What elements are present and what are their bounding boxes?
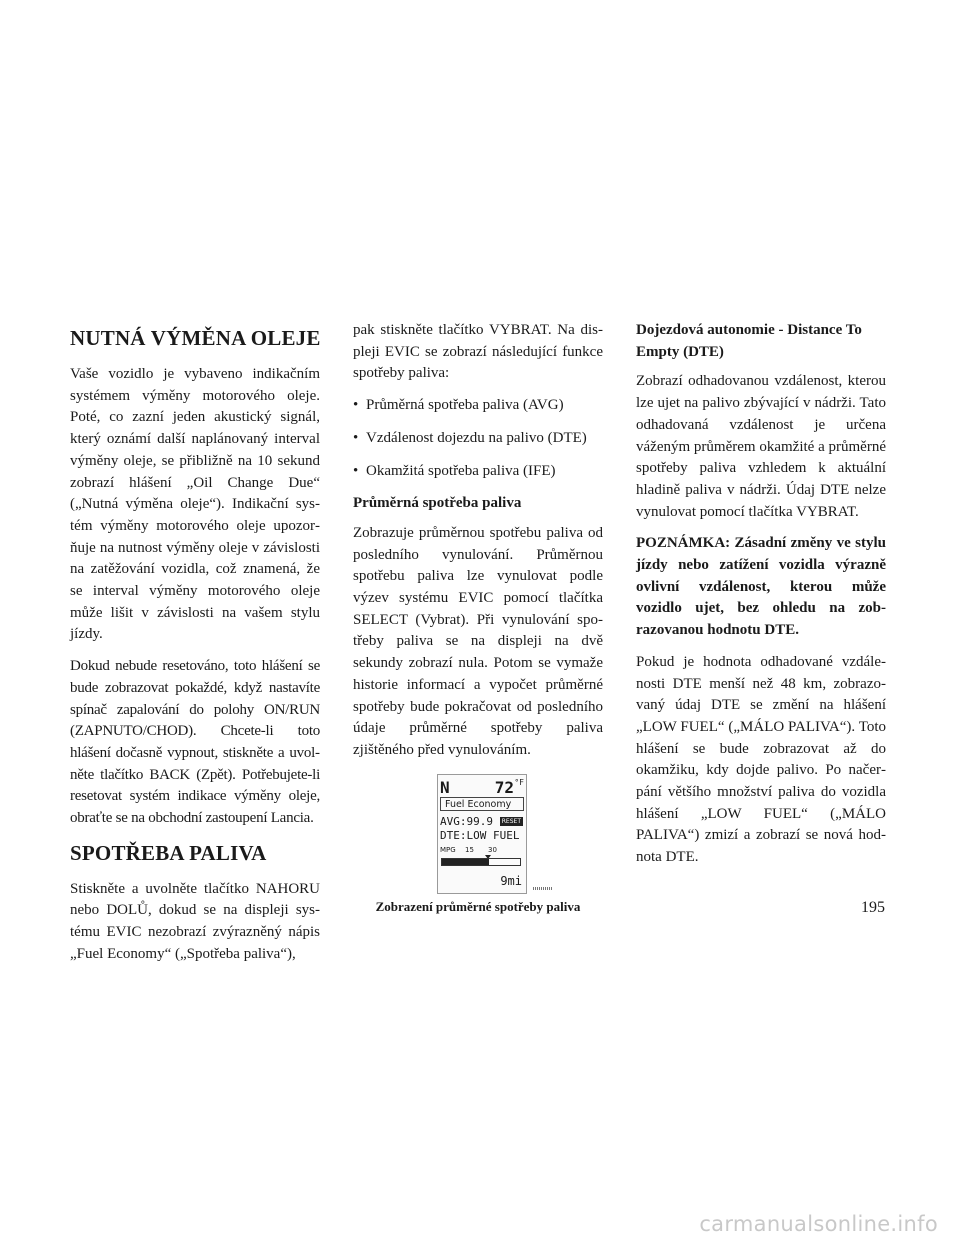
oil-change-paragraph-1: Vaše vozidlo je vybaveno indikačním systémem výměny motorového oleje. Poté, co zazní jeden akustický signál, který oznámí další naplánovaný interval výměny oleje, se přibližně na 10 sekund zobrazí hlášení „Oil Change Due“ („Nutná výměna oleje“). Indikační systém výměny motorového oleje upozorňuje na nutnost výměny oleje v závislosti na zatěžování vozidla, což znamená, že se interval výměny motorového oleje může lišit v závislosti na vašem stylu jízdy. — [70, 366, 320, 643]
list-item-text: Vzdálenost dojezdu na palivo (DTE) — [366, 429, 587, 446]
gauge-label: MPG — [440, 845, 456, 854]
figure-caption: Zobrazení průměrné spotřeby paliva — [375, 898, 581, 914]
temperature-unit: °F — [514, 777, 524, 787]
gauge-fill — [442, 859, 489, 865]
gauge-tick-label: 15 — [465, 845, 474, 854]
avg-fuel-paragraph: Zobrazuje průměrnou spotřebu paliva od posledního vynulování. Průměrnou spotřebu paliva lze vynulovat podle výzev systému EVIC pomocí tlačítka SELECT (Vybrat). Při vynulování spotřeby paliva se na displeji na dvě sekundy zobrazí nula. Potom se vymaže historie informací a vypočet průměrné spotřeby bude pokračovat od posledního údaje průměrné spotřeby paliva zjištěného před vynulováním. — [353, 524, 603, 758]
list-item — [353, 461, 603, 483]
gauge-track — [441, 858, 521, 866]
bullet-icon: • — [353, 429, 359, 446]
list-item-text: Průměrná spotřeba paliva (AVG) — [366, 397, 564, 414]
figure-code-mark — [533, 887, 553, 890]
display-top-row — [440, 778, 524, 795]
avg-readout: AVG:99.9 — [440, 814, 493, 828]
compass-heading: N — [440, 777, 450, 797]
temperature-value: 72 — [494, 777, 514, 797]
fuel-economy-paragraph-2: pak stiskněte tlačítko VYBRAT. Na displeji EVIC se zobrazí následující funkce spotřeby paliva: — [353, 322, 603, 382]
display-figure — [353, 772, 603, 914]
list-item-text: Okamžitá spotřeba paliva (IFE) — [366, 462, 556, 479]
note-paragraph: POZNÁMKA: Zásadní změny ve stylu jízdy nebo zatížení vozidla výrazně ovlivní vzdálenost, kterou může vozidlo ujet, bez ohledu na zobrazovanou hodnotu DTE. — [636, 535, 886, 639]
dte-paragraph-1: Zobrazí odhadovanou vzdálenost, kterou lze ujet na palivo zbývající v nádrži. Tato odhadovaná vzdálenost je určena váženým průměrem okamžité a průměrné spotřeby paliva vzhledem k aktuální hladině paliva v nádrži. Údaj DTE nelze vynulovat pomocí tlačítka VYBRAT. — [636, 373, 886, 520]
oil-change-paragraph-2: Dokud nebude resetováno, toto hlášení se bude zobrazovat pokaždé, když nastavíte spínač zapalování do polohy ON/RUN (ZAPNUTO/CHOD). Chcete-li toto hlášení dočasně vypnout, stiskněte a uvolněte tlačítko BACK (Zpět). Potřebujete-li resetovat systém indikace výměny oleje, obraťte se na obchodní zastoupení Lancia. — [70, 658, 320, 827]
list-item — [353, 395, 603, 417]
dte-subheading: Dojezdová autonomie - Distance To Empty (DTE) — [636, 322, 862, 360]
avg-fuel-subheading: Průměrná spotřeba paliva — [353, 495, 522, 512]
bullet-icon: • — [353, 462, 359, 479]
range-readout: 9mi — [500, 873, 522, 888]
middle-column — [353, 320, 603, 914]
fuel-economy-paragraph-1: Stiskněte a uvolněte tlačítko NAHORU nebo DOLŮ, dokud se na displeji systému EVIC nezobrazí zvýrazněný nápis „Fuel Economy“ („Spotřeba paliva“), — [70, 880, 320, 962]
gauge-tick-label: 30 — [488, 845, 497, 854]
watermark: carmanualsonline.info — [699, 1212, 938, 1236]
list-item — [353, 428, 603, 450]
right-column — [636, 320, 886, 879]
fuel-functions-list — [353, 395, 603, 482]
bullet-icon: • — [353, 397, 359, 414]
reset-badge: RESET — [501, 817, 521, 825]
page-number: 195 — [861, 899, 885, 916]
dte-paragraph-2: Pokud je hodnota odhadované vzdálenosti DTE menší než 48 km, zobrazovaný údaj DTE se změní na hlášení „LOW FUEL“ („MÁLO PALIVA“). Toto hlášení se bude zobrazovat až do okamžiku, kdy dojde palivo. Po načerpání většího množství paliva do vozidla hlášení „LOW FUEL“ („MÁLO PALIVA“) zmizí a zobrazí se nová hodnota DTE. — [636, 653, 886, 866]
evic-display — [437, 774, 527, 894]
dte-readout: DTE:LOW FUEL — [440, 828, 520, 842]
section-heading-fuel-economy: SPOTŘEBA PALIVA — [70, 840, 267, 865]
display-title: Fuel Economy — [440, 797, 524, 811]
left-column — [70, 320, 320, 976]
section-heading-oil-change: NUTNÁ VÝMĚNA OLEJE — [70, 326, 321, 350]
